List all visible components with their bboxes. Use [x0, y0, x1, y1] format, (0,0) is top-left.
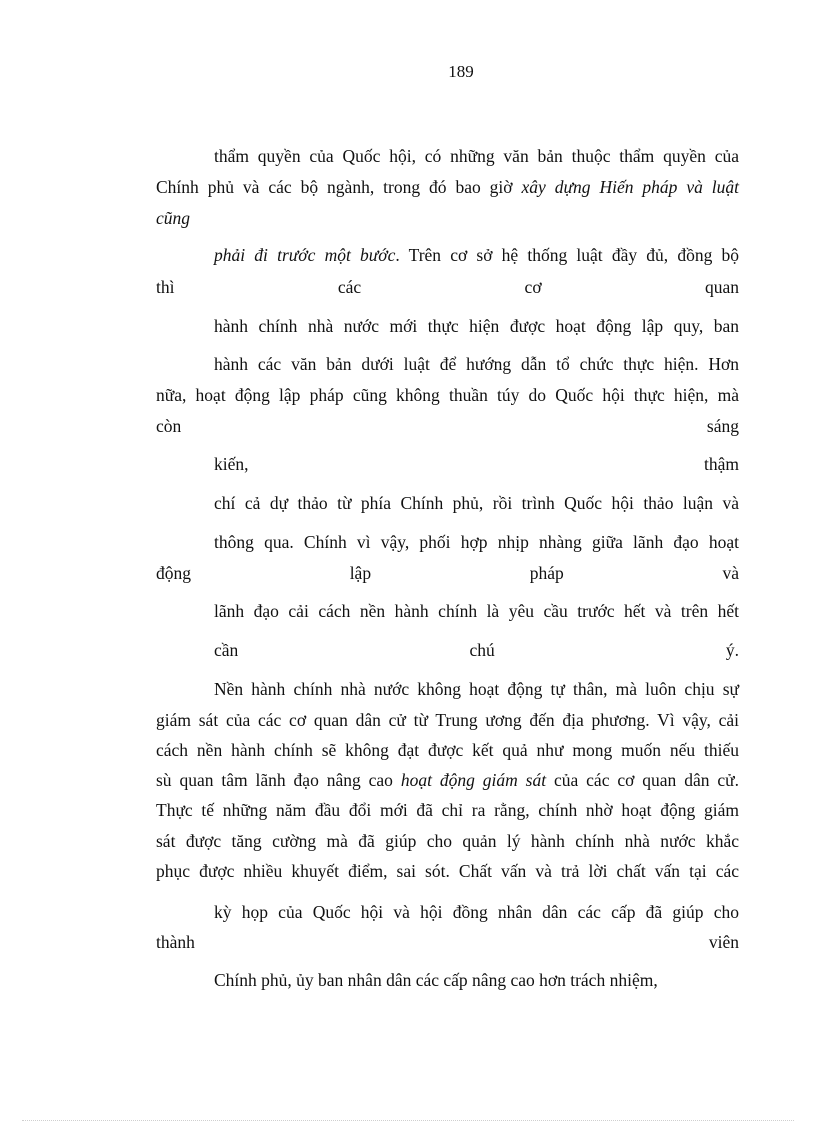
- body-line: Nền hành chính nhà nước không hoạt động tự thân, mà luôn chịu sự: [214, 679, 739, 699]
- text-run: . Trên cơ sở hệ thống luật đầy đủ, đồng bộ: [395, 245, 739, 265]
- body-line: thì các cơ quan: [156, 277, 739, 297]
- body-line: cần chú ý.: [214, 640, 739, 660]
- italic-text-run: hoạt động giám sát: [400, 770, 547, 790]
- body-line: nữa, hoạt động lập pháp cũng không thuần túy do Quốc hội thực hiện, mà: [156, 385, 739, 405]
- italic-text-run: cũng: [156, 208, 191, 228]
- body-line: hành các văn bản dưới luật để hướng dẫn tổ chức thực hiện. Hơn: [214, 354, 739, 374]
- body-line: kiến, thậm: [214, 454, 739, 474]
- body-line: Chính phủ, ủy ban nhân dân các cấp nâng cao hơn trách nhiệm,: [214, 970, 658, 990]
- body-line: lãnh đạo cải cách nền hành chính là yêu cầu trước hết và trên hết: [214, 601, 739, 621]
- page-number: 189: [448, 62, 474, 81]
- body-line: chí cả dự thảo từ phía Chính phủ, rồi trình Quốc hội thảo luận và: [214, 493, 739, 513]
- text-run: Chính phủ và các bộ ngành, trong đó bao giờ: [156, 177, 513, 197]
- body-line: [214, 244, 739, 266]
- body-line: sát được tăng cường mà đã giúp cho quản lý hành chính nhà nước khắc: [156, 831, 739, 851]
- body-line: thành viên: [156, 932, 739, 952]
- footer-divider: [22, 1120, 794, 1121]
- body-line: động lập pháp và: [156, 563, 739, 583]
- body-line: cách nền hành chính sẽ không đạt được kết quả như mong muốn nếu thiếu: [156, 740, 739, 760]
- text-run: của các cơ quan dân cử.: [553, 770, 739, 790]
- body-line: hành chính nhà nước mới thực hiện được hoạt động lập quy, ban: [214, 316, 739, 336]
- body-line: giám sát của các cơ quan dân cử từ Trung ương đến địa phương. Vì vậy, cải: [156, 710, 739, 730]
- body-line: kỳ họp của Quốc hội và hội đồng nhân dân các cấp đã giúp cho: [214, 902, 739, 922]
- text-run: sù quan tâm lãnh đạo nâng cao: [156, 770, 393, 790]
- body-line: [156, 176, 739, 198]
- body-line: phục được nhiều khuyết điểm, sai sót. Chất vấn và trả lời chất vấn tại các: [156, 861, 739, 881]
- body-line: [156, 207, 190, 229]
- body-line: thông qua. Chính vì vậy, phối hợp nhịp nhàng giữa lãnh đạo hoạt: [214, 532, 739, 552]
- italic-text-run: phải đi trước một bước: [214, 245, 396, 265]
- body-line: còn sáng: [156, 416, 739, 436]
- body-line: [156, 769, 739, 791]
- body-line: Thực tế những năm đầu đổi mới đã chỉ ra rằng, chính nhờ hoạt động giám: [156, 800, 739, 820]
- body-line: thẩm quyền của Quốc hội, có những văn bản thuộc thẩm quyền của: [214, 146, 739, 166]
- italic-text-run: xây dựng Hiến pháp và luật: [521, 177, 740, 197]
